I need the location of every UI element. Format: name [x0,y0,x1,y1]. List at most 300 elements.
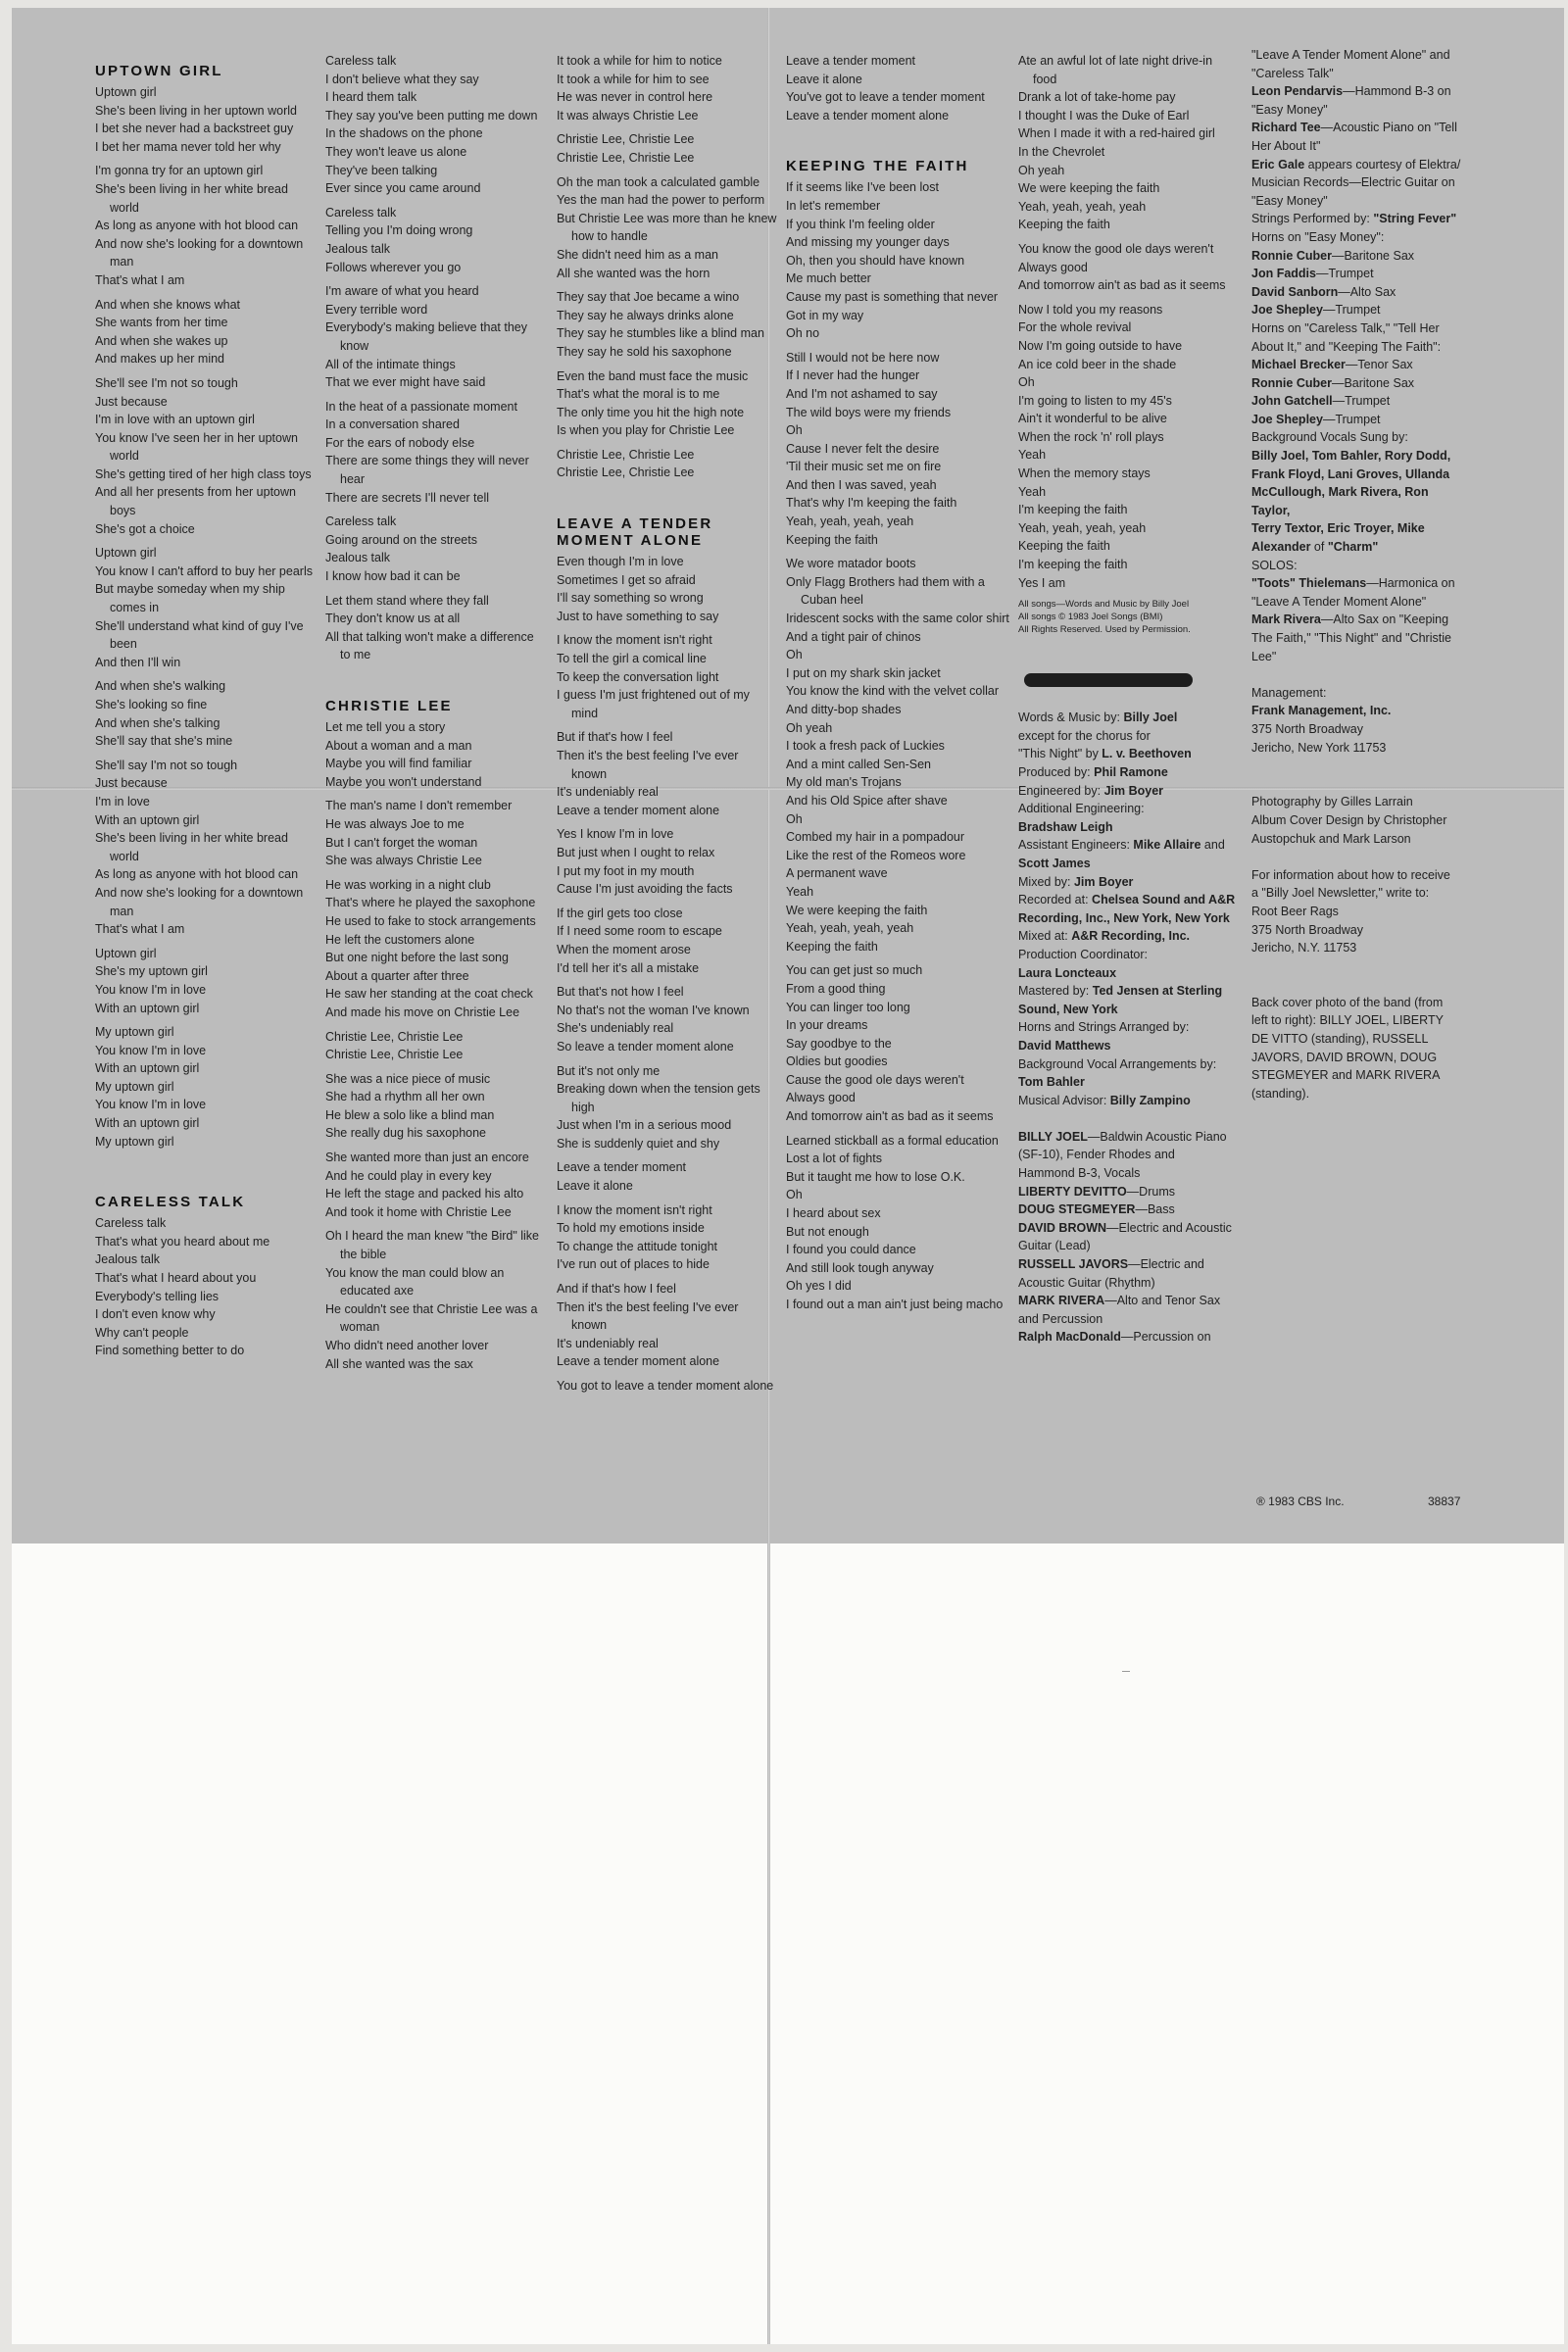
lyric-stanza [557,368,777,440]
credit-text: Engineered by: [1018,783,1104,798]
lyric-line: It was always Christie Lee [557,108,699,122]
lyric-line: We were keeping the faith [1018,181,1160,196]
lyric-line: And all her presents from her uptown boys [95,485,296,518]
credit-line [1018,745,1239,763]
credit-line [1018,709,1239,727]
credit-line [1251,648,1462,666]
credit-name: Sound, New York [1018,1002,1118,1016]
lyric-line: He saw her standing at the coat check [325,987,533,1002]
credit-line [1251,739,1462,758]
credit-text: (SF-10), Fender Rhodes and [1018,1148,1175,1162]
lyric-line: And his Old Spice after shave [786,793,948,808]
lyric-stanza [325,718,546,791]
lyric-line: She's been living in her uptown world [95,103,297,118]
lyric-stanza [95,1214,313,1360]
credit-name: BILLY JOEL [1018,1129,1088,1144]
credit-line [1251,519,1462,538]
credit-text: Lee" [1251,649,1277,663]
credit-line [1251,957,1462,976]
lyric-line: Oh I heard the man knew "the Bird" like the bible [325,1229,540,1262]
credit-name: Jim Boyer [1073,874,1134,889]
lyric-line: As long as anyone with hot blood can [95,867,299,882]
lyric-line: Keeping the faith [786,939,878,954]
lyric-line: I know the moment isn't right [557,633,712,648]
lyric-line: She's my uptown girl [95,964,208,979]
lyric-line: And makes up her mind [95,352,225,367]
lyric-line: And I'm not ashamed to say [786,386,938,401]
lyric-line: My uptown girl [95,1134,174,1149]
credit-name: LIBERTY DEVITTO [1018,1184,1127,1199]
lyric-line: Yeah [786,884,814,899]
lyric-stanza [95,544,313,671]
fine-print-line: All songs—Words and Music by Billy Joel [1018,599,1190,611]
lyric-line: So leave a tender moment alone [557,1039,734,1054]
lyric-line: Me much better [786,271,871,286]
lyric-line: And then I was saved, yeah [786,477,937,492]
credit-line [1018,1128,1239,1147]
credit-line [1251,137,1462,156]
lyric-line: I put my foot in my mouth [557,863,695,878]
lyric-stanza [557,173,777,283]
credit-line [1018,1328,1239,1347]
credit-line [1018,891,1239,909]
credit-line [1251,46,1462,65]
lyric-stanza [325,1227,546,1373]
credit-name: MARK RIVERA [1018,1294,1105,1308]
credit-line [1018,818,1239,837]
lyric-line: It's undeniably real [557,1336,659,1350]
lyric-line: They've been talking [325,163,438,177]
lyric-line: Oh [786,423,803,438]
credit-name: Alexander [1251,540,1311,555]
credit-line [1018,855,1239,873]
lyric-line: Yeah, yeah, yeah, yeah [786,921,914,936]
lyric-line: But not enough [786,1224,869,1239]
lyric-line: If the girl gets too close [557,906,683,920]
song-title: CARELESS TALK [95,1194,246,1211]
credit-name: Ronnie Cuber [1251,375,1332,390]
lyric-line: I'm going to listen to my 45's [1018,393,1172,408]
credit-name: David Matthews [1018,1038,1111,1053]
credit-text: 375 North Broadway [1251,922,1363,937]
credit-text: Horns on "Easy Money": [1251,229,1385,244]
credit-line [1251,1049,1462,1067]
lyrics-column-1 [95,52,313,1366]
lyric-line: It took a while for him to notice [557,54,722,68]
lyric-stanza [325,876,546,1022]
credits-column-6 [1251,46,1462,1102]
lyric-line: My uptown girl [95,1079,174,1094]
lyric-line: They don't know us at all [325,612,461,626]
lyric-line: I know how bad it can be [325,569,461,584]
song-title: LEAVE A TENDER MOMENT ALONE [557,515,713,550]
credit-line [1251,210,1462,228]
credit-line [1018,1018,1239,1037]
lyric-stanza [557,905,777,977]
lyric-line: But Christie Lee was more than he knew how to handle [557,211,777,244]
fine-print-line: All songs © 1983 Joel Songs (BMI) [1018,612,1163,623]
lyric-line: She really dug his saxophone [325,1126,487,1141]
credit-name: Bradshaw Leigh [1018,819,1113,834]
lyric-line: And when she's walking [95,679,226,694]
lyric-line: They say he stumbles like a blind man [557,326,764,341]
lyric-line: I don't believe what they say [325,72,479,86]
lyric-line: She was always Christie Lee [325,854,482,868]
lyric-line: Now I told you my reasons [1018,302,1163,317]
credit-line [1018,836,1239,855]
credit-text: Horns and Strings Arranged by: [1018,1020,1190,1035]
credit-line [1251,483,1462,519]
lyric-line: You know the man could blow an educated axe [325,1265,505,1298]
credit-line [1018,1164,1239,1183]
lyric-line: Leave a tender moment alone [786,108,950,122]
credit-line [1251,775,1462,794]
lyric-line: He used to fake to stock arrangements [325,913,536,928]
lyric-stanza [95,945,313,1017]
lyric-line: With an uptown girl [95,1061,200,1076]
lyric-line: Yes the man had the power to perform [557,193,765,208]
credit-line [1251,1066,1462,1085]
credit-line [1018,927,1239,946]
credit-text: Back cover photo of the band (from [1251,995,1444,1009]
lyric-line: Always good [1018,260,1088,274]
lyric-line: He was always Joe to me [325,816,465,831]
lyric-line: They say you've been putting me down [325,108,538,122]
lyric-line: As long as anyone with hot blood can [95,219,299,233]
lyric-line: I know the moment isn't right [557,1202,712,1217]
lyric-line: You know the kind with the velvet collar [786,684,1000,699]
credit-text: "This Night" by [1018,747,1102,761]
lyric-line: Yeah, yeah, yeah, yeah [1018,199,1147,214]
credit-text: —Harmonica on [1366,576,1455,591]
lyric-line: And now she's looking for a downtown man [95,885,304,918]
lyric-line: We were keeping the faith [786,903,928,917]
lyric-line: An ice cold beer in the shade [1018,357,1177,371]
lyric-line: That's what I am [95,272,185,287]
lyric-line: They say that Joe became a wino [557,290,740,305]
credit-name: Joe Shepley [1251,303,1323,318]
lyric-line: Cause I never felt the desire [786,441,940,456]
lyric-line: We wore matador boots [786,557,916,571]
lyric-line: All she wanted was the horn [557,266,710,280]
lyric-line: But that's not how I feel [557,985,684,1000]
lyric-line: Uptown girl [95,546,157,561]
lyric-line: Just because [95,394,168,409]
lyric-line: Ain't it wonderful to be alive [1018,412,1167,426]
lyric-line: Follows wherever you go [325,260,462,274]
lyric-line: I thought I was the Duke of Earl [1018,108,1190,122]
lyric-line: And tomorrow ain't as bad as it seems [1018,278,1226,293]
credit-text: Background Vocals Sung by: [1251,430,1408,445]
lyric-line: All she wanted was the sax [325,1356,473,1371]
lyric-line: She's been living in her white bread world [95,831,288,863]
credit-text: —Alto Sax on "Keeping [1320,612,1449,627]
credit-line [1251,319,1462,338]
song-title: CHRISTIE LEE [325,698,453,714]
lyrics-column-3 [557,52,777,1401]
credit-text: Photography by Gilles Larrain [1251,795,1413,809]
credit-text: —Baritone Sax [1331,248,1415,263]
credit-text: and Percussion [1018,1311,1103,1326]
lyric-line: 'Til their music set me on fire [786,460,942,474]
lyric-line: He left the customers alone [325,932,475,947]
credit-line [1251,82,1462,101]
lyric-line: You can linger too long [786,1000,910,1014]
credit-line [1018,964,1239,983]
lyric-line: Careless talk [95,1216,167,1231]
lyric-line: If I never had the hunger [786,368,920,383]
credit-line [1251,665,1462,684]
credit-line [1018,1073,1239,1092]
lyric-line: Find something better to do [95,1344,245,1358]
lyric-line: When the moment arose [557,942,691,956]
credit-line [1018,982,1239,1001]
lyric-line: I heard them talk [325,90,417,105]
lyric-line: My old man's Trojans [786,775,902,790]
lyric-stanza [557,825,777,898]
lyric-line: If you think I'm feeling older [786,217,935,231]
credit-line [1251,702,1462,720]
lyric-sheet [12,8,1564,2344]
lyric-line: Oh [1018,375,1035,390]
credit-text: (standing). [1251,1086,1310,1101]
credit-text: Words & Music by: [1018,710,1124,725]
lyric-line: You know I can't afford to buy her pearls [95,564,313,578]
credit-name: L. v. Beethoven [1102,747,1192,761]
credit-line [1251,356,1462,374]
lyric-line: Then it's the best feeling I've ever known [557,749,739,781]
lyric-line: Oh [786,811,803,826]
lyric-line: She wants from her time [95,316,228,330]
lyric-stanza [1018,301,1239,593]
lyric-line: When the rock 'n' roll plays [1018,429,1164,444]
lyric-line: Why can't people [95,1325,189,1340]
credit-text: Acoustic Guitar (Rhythm) [1018,1275,1155,1290]
lyric-line: Let me tell you a story [325,720,446,734]
credit-text: Jericho, N.Y. 11753 [1251,941,1357,956]
credit-line [1018,1037,1239,1055]
credit-text: JAVORS, DAVID BROWN, DOUG [1251,1050,1438,1064]
lyric-line: In the Chevrolet [1018,144,1105,159]
lyric-line: In the shadows on the phone [325,126,483,141]
lyric-line: In a conversation shared [325,417,460,432]
lyric-line: I'm aware of what you heard [325,284,479,299]
paper-mark [1122,1671,1130,1672]
credit-name: Scott James [1018,856,1091,870]
lyric-line: And a tight pair of chinos [786,629,921,644]
credit-name: Recording, Inc., New York, New York [1018,910,1230,925]
credit-line [1251,447,1462,466]
credit-line [1018,946,1239,964]
lyric-line: Sometimes I get so afraid [557,572,696,587]
credit-line [1251,921,1462,940]
lyric-line: Christie Lee, Christie Lee [325,1029,464,1044]
lyric-line: She's got a choice [95,521,195,536]
credit-text: a "Billy Joel Newsletter," write to: [1251,886,1430,901]
catalog-number: 38837 [1428,1494,1461,1508]
lyric-line: Cause the good ole days weren't [786,1072,964,1087]
credit-line [1018,1255,1239,1274]
lyric-line: Oh no [786,326,820,341]
lyric-line: Got in my way [786,308,864,322]
lyric-line: Keeping the faith [786,532,878,547]
credit-name: Chelsea Sound and A&R [1092,893,1236,907]
lyric-stanza [325,204,546,276]
credit-text: STEGMEYER and MARK RIVERA [1251,1068,1441,1083]
lyric-line: I'm in love with an uptown girl [95,413,255,427]
lyric-line: And tomorrow ain't as bad as it seems [786,1109,994,1124]
lyric-line: That's what I am [95,922,185,937]
lyric-line: Uptown girl [95,85,157,99]
credit-line [1018,1200,1239,1219]
credit-line [1018,800,1239,818]
lyric-line: I guess I'm just frightened out of my mind [557,688,750,720]
credit-text: —Baritone Sax [1331,375,1415,390]
lyric-line: Christie Lee, Christie Lee [325,1048,464,1062]
credit-line [1251,228,1462,247]
credit-line [1018,727,1239,746]
lyric-line: Christie Lee, Christie Lee [557,447,695,462]
credit-name: Mark Rivera [1251,612,1321,627]
credit-name: Billy Zampino [1109,1093,1191,1107]
credit-name: DAVID BROWN [1018,1220,1107,1235]
lyric-line: It took a while for him to see [557,72,710,86]
credit-text: —Tenor Sax [1345,358,1413,372]
credit-text: Strings Performed by: [1251,212,1374,226]
credit-text: "Leave A Tender Moment Alone" [1251,594,1427,609]
lyric-stanza [1018,52,1239,234]
lyric-line: Cause I'm just avoiding the facts [557,882,733,897]
credit-line [1251,574,1462,593]
lyric-line: You know I've seen her in her uptown world [95,430,298,464]
lyric-stanza [325,797,546,869]
credit-name: Billy Joel [1123,710,1178,725]
credit-name: "String Fever" [1373,212,1457,226]
lyric-line: In the heat of a passionate moment [325,399,517,414]
credit-name: Terry Textor, Eric Troyer, Mike [1251,521,1425,536]
credit-name: Ralph MacDonald [1018,1330,1121,1345]
lyric-stanza [325,1028,546,1064]
lyrics-column-4 [786,52,1011,1320]
lyric-stanza [786,961,1011,1125]
credit-line [1251,811,1462,830]
lyric-line: I'd tell her it's all a mistake [557,960,700,975]
credit-line [1251,903,1462,921]
credit-line [1251,156,1462,174]
lyric-stanza [557,1280,777,1371]
credit-line [1251,720,1462,739]
lyric-line: But it taught me how to lose O.K. [786,1169,965,1184]
credit-text: Assistant Engineers: [1018,838,1134,853]
lyric-line: That's what the moral is to me [557,387,720,402]
credit-line [1251,101,1462,120]
lyric-line: Leave it alone [557,1179,633,1194]
credit-name: RUSSELL JAVORS [1018,1257,1129,1272]
lyric-line: Leave it alone [786,72,862,86]
credit-text: Guitar (Lead) [1018,1239,1091,1253]
lyric-line: To change the attitude tonight [557,1239,718,1253]
copyright-notice: ® 1983 CBS Inc. [1256,1494,1345,1508]
lyric-stanza [325,52,546,198]
lyric-line: But just when I ought to relax [557,845,715,859]
lyric-line: Just to have something to say [557,609,719,623]
lyric-stanza [95,374,313,538]
credit-text: —Electric and [1128,1257,1204,1272]
lyric-line: You can get just so much [786,963,923,978]
lyric-line: Maybe you will find familiar [325,757,472,771]
lyric-line: She'll say I'm not so tough [95,758,238,772]
credit-text: Album Cover Design by Christopher [1251,812,1447,827]
lyric-line: With an uptown girl [95,1116,200,1131]
lyric-stanza [325,592,546,664]
lyric-line: Oh yes I did [786,1279,852,1294]
lyric-line: Leave a tender moment [786,54,916,68]
credit-text: Mastered by: [1018,984,1093,999]
credit-text: Mixed at: [1018,929,1072,944]
lyric-stanza [325,282,546,392]
lyric-line: The only time you hit the high note [557,405,745,419]
lyric-line: About a woman and a man [325,738,472,753]
lyric-line: He was never in control here [557,90,713,105]
credit-line [1251,466,1462,484]
lyric-line: Careless talk [325,54,397,68]
credit-line [1251,392,1462,411]
lyric-line: He blew a solo like a blind man [325,1107,495,1122]
lyric-line: You got to leave a tender moment alone [557,1379,774,1393]
lyric-line: Oh yeah [786,720,833,735]
credit-text: "Easy Money" [1251,102,1328,117]
lyric-line: She had a rhythm all her own [325,1090,485,1104]
credit-text: Recorded at: [1018,893,1093,907]
lyric-line: When I made it with a red-haired girl [1018,126,1215,141]
lyric-stanza [557,288,777,361]
lyric-line: Christie Lee, Christie Lee [557,150,695,165]
lyric-line: You know I'm in love [95,1098,207,1112]
lyric-stanza [95,83,313,156]
credit-text: "Leave A Tender Moment Alone" and [1251,48,1450,62]
lyrics-column-2 [325,52,546,1379]
credit-line [1251,338,1462,357]
lyric-line: I don't even know why [95,1307,216,1322]
lyric-line: Leave a tender moment [557,1160,687,1175]
credit-line [1251,119,1462,137]
credit-text: 375 North Broadway [1251,721,1363,736]
credit-name: Jim Boyer [1103,783,1164,798]
credit-name: Billy Joel, Tom Bahler, Rory Dodd, [1251,449,1451,464]
credit-line [1251,884,1462,903]
credit-name: Jon Faddis [1251,267,1316,281]
lyric-line: Cause my past is something that never [786,289,999,304]
lyric-line: They say he sold his saxophone [557,344,732,359]
lyric-line: In let's remember [786,198,881,213]
credit-text: SOLOS: [1251,558,1298,572]
lyric-line: Is when you play for Christie Lee [557,423,735,438]
credit-text: except for the chorus for [1018,728,1151,743]
credit-text: DE VITTO (standing), RUSSELL [1251,1032,1429,1047]
lyric-stanza [325,1149,546,1221]
lyric-line: Learned stickball as a formal education [786,1133,999,1148]
credit-line [1251,247,1462,266]
credit-name: Ted Jensen at Sterling [1092,984,1223,999]
lyric-line: Lost a lot of fights [786,1152,882,1166]
lyric-line: Oh [786,648,803,662]
copyright-fine-print [1018,598,1239,636]
lyric-line: Ever since you came around [325,181,481,196]
lyric-line: Jealous talk [325,551,391,565]
lyric-line: For the whole revival [1018,320,1132,335]
lyric-line: Say goodbye to the [786,1036,892,1051]
lyric-line: Oh the man took a calculated gamble [557,174,760,189]
